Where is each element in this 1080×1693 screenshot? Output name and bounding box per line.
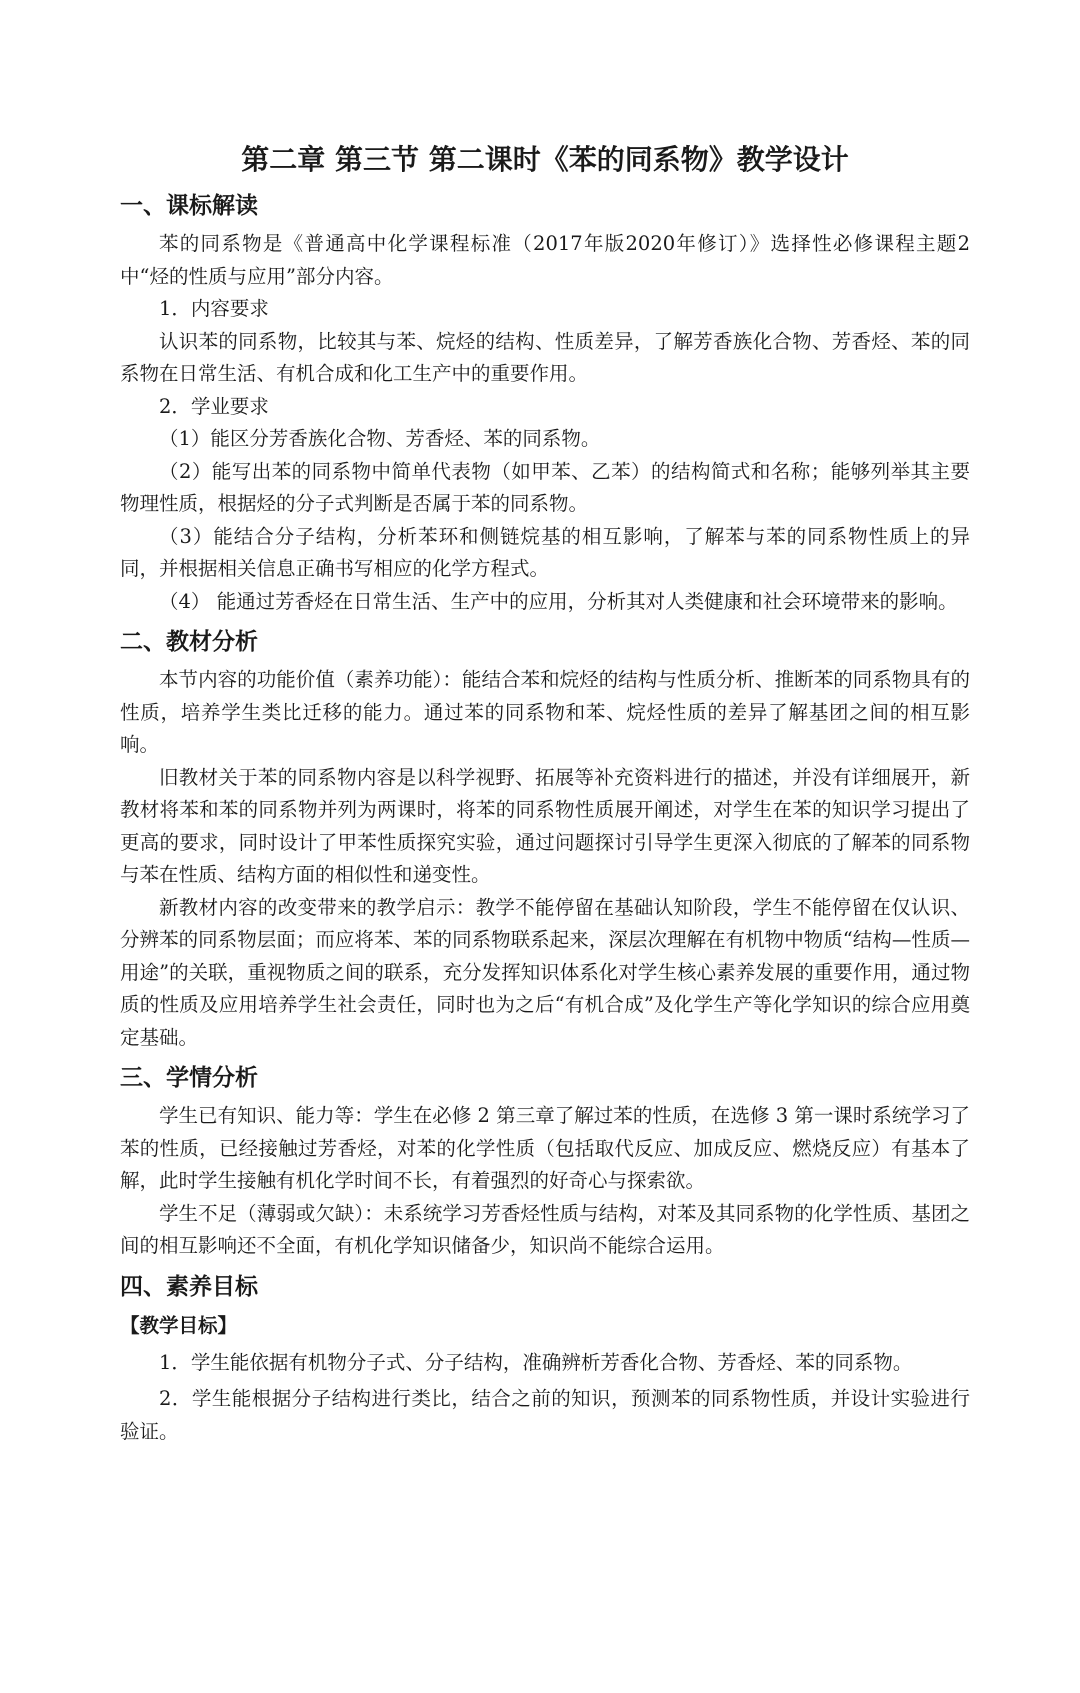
list-item: （4） 能通过芳香烃在日常生活、生产中的应用，分析其对人类健康和社会环境带来的影响。	[159, 589, 958, 613]
section-heading-2: 二、教材分析	[120, 629, 258, 655]
teaching-goals-label: 【教学目标】	[120, 1313, 238, 1337]
list-item: （1）能区分芳香族化合物、芳香烃、苯的同系物。	[159, 427, 601, 450]
section-textbook-analysis	[120, 624, 970, 1054]
section-curriculum	[120, 188, 970, 618]
section-heading-4: 四、素养目标	[120, 1273, 258, 1300]
paragraph: 学生已有知识、能力等：学生在必修 2 第三章了解过苯的性质，在选修 3 第一课时系统学习了苯的性质，已经接触过芳香烃，对苯的化学性质（包括取代反应、加成反应、燃烧反应）有基本了解，此时学生接触有机化学时间不长，有着强烈的好奇心与探索欲。	[120, 1104, 970, 1192]
section-literacy-goals	[120, 1269, 970, 1449]
goal-item: 2．学生能根据分子结构进行类比，结合之前的知识，预测苯的同系物性质，并设计实验进行验证。	[120, 1387, 970, 1443]
section-heading-3: 三、学情分析	[120, 1065, 258, 1091]
paragraph: 新教材内容的改变带来的教学启示：教学不能停留在基础认知阶段，学生不能停留在仅认识、分辨苯的同系物层面；而应将苯、苯的同系物联系起来，深层次理解在有机物中物质“结构—性质—用途”的关联，重视物质之间的联系，充分发挥知识体系化对学生核心素养发展的重要作用，通过物质的性质及应用培养学生社会责任，同时也为之后“有机合成”及化学生产等化学知识的综合应用奠定基础。	[120, 895, 970, 1049]
section-heading-1: 一、课标解读	[120, 193, 258, 219]
subheading-content-requirements: 1．内容要求	[159, 297, 269, 320]
goal-item: 1．学生能依据有机物分子式、分子结构，准确辨析芳香化合物、芳香烃、苯的同系物。	[159, 1350, 913, 1374]
section-student-analysis	[120, 1060, 970, 1263]
document-title: 第二章 第三节 第二课时《苯的同系物》教学设计	[241, 143, 849, 176]
paragraph: 学生不足（薄弱或欠缺）：未系统学习芳香烃性质与结构，对苯及其同系物的化学性质、基团之间的相互影响还不全面，有机化学知识储备少，知识尚不能综合运用。	[120, 1201, 970, 1257]
list-item: （2）能写出苯的同系物中简单代表物（如甲苯、乙苯）的结构简式和名称；能够列举其主要物理性质，根据烃的分子式判断是否属于苯的同系物。	[120, 459, 970, 515]
paragraph: 本节内容的功能价值（素养功能）：能结合苯和烷烃的结构与性质分析、推断苯的同系物具有的性质，培养学生类比迁移的能力。通过苯的同系物和苯、烷烃性质的差异了解基团之间的相互影响。	[120, 668, 970, 756]
paragraph: 认识苯的同系物，比较其与苯、烷烃的结构、性质差异，了解芳香族化合物、芳香烃、苯的同系物在日常生活、有机合成和化工生产中的重要作用。	[120, 329, 970, 385]
subheading-academic-requirements: 2．学业要求	[159, 394, 269, 418]
document-page	[120, 140, 970, 1448]
paragraph: 苯的同系物是《普通高中化学课程标准（2017年版2020年修订）》选择性必修课程主题2中“烃的性质与应用”部分内容。	[120, 232, 970, 288]
paragraph: 旧教材关于苯的同系物内容是以科学视野、拓展等补充资料进行的描述，并没有详细展开，新教材将苯和苯的同系物并列为两课时，将苯的同系物性质展开阐述，对学生在苯的知识学习提出了更高的要求，同时设计了甲苯性质探究实验，通过问题探讨引导学生更深入彻底的了解苯的同系物与苯在性质、结构方面的相似性和递变性。	[120, 765, 970, 886]
list-item: （3）能结合分子结构，分析苯环和侧链烷基的相互影响，了解苯与苯的同系物性质上的异同，并根据相关信息正确书写相应的化学方程式。	[120, 524, 970, 580]
